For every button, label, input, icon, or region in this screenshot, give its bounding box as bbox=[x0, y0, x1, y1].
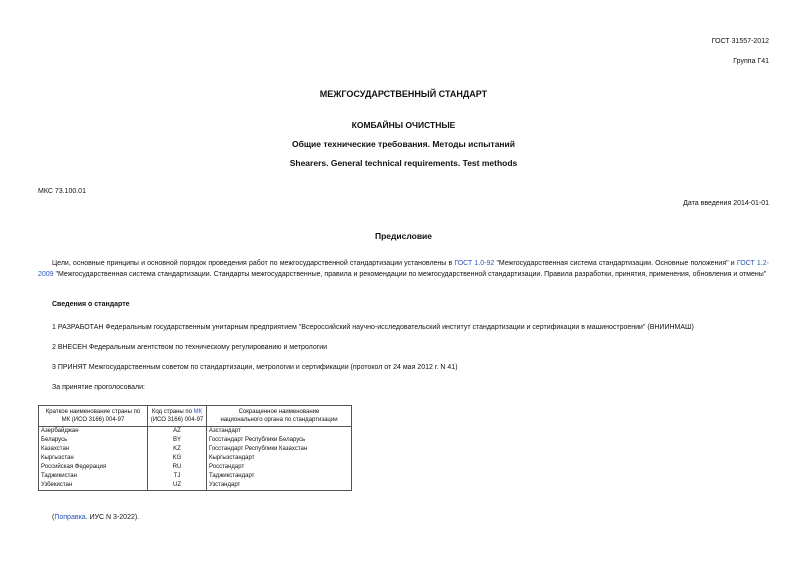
voting-countries-table bbox=[38, 405, 352, 491]
preface-paragraph: Цели, основные принципы и основной порядок проведения работ по межгосударственной стандартизации установлены в ГОСТ 1.0-92 "Межгосударственная система стандартизации. Основные положения" и ГОСТ 1.2-2009 "Межгосударственная система стандартизации. Стандарты межгосударственные, правила и рекомендации по межгосударственной стандартизации. Правила разработки, принятия, применения, обновления и отмены" bbox=[38, 260, 769, 278]
country-cell: Казахстан bbox=[39, 445, 148, 454]
country-cell: Кыргызстан bbox=[39, 454, 148, 463]
code-cell: RU bbox=[148, 463, 207, 472]
table-row bbox=[39, 472, 352, 481]
body-cell: Узстандарт bbox=[207, 481, 352, 491]
table-header-row bbox=[39, 406, 352, 427]
country-cell: Азербайджан bbox=[39, 427, 148, 437]
col-code-header: Код страны по МК (ИСО 3166) 004-97 bbox=[148, 406, 207, 427]
mk-link[interactable]: МК bbox=[193, 409, 203, 415]
table-row bbox=[39, 463, 352, 472]
standard-type: МЕЖГОСУДАРСТВЕННЫЙ СТАНДАРТ bbox=[319, 89, 488, 99]
col-body-header: Сокращенное наименование национального органа по стандартизации bbox=[207, 406, 352, 427]
country-cell: Таджикистан bbox=[39, 472, 148, 481]
info-item-submitted: 2 ВНЕСЕН Федеральным агентством по техническому регулированию и метрологии bbox=[52, 344, 328, 351]
code-cell: AZ bbox=[148, 427, 207, 437]
amendment-note: (Поправка. ИУС N 3-2022). bbox=[52, 514, 140, 521]
body-cell: Кыргызстандарт bbox=[207, 454, 352, 463]
table-row bbox=[39, 427, 352, 437]
country-cell: Узбекистан bbox=[39, 481, 148, 491]
body-cell: Таджикстандарт bbox=[207, 472, 352, 481]
table-row bbox=[39, 436, 352, 445]
country-cell: Российская Федерация bbox=[39, 463, 148, 472]
gost-number: ГОСТ 31557-2012 bbox=[711, 38, 769, 45]
amendment-link[interactable]: Поправка bbox=[54, 514, 86, 521]
code-cell: TJ bbox=[148, 472, 207, 481]
document-subtitle: Общие технические требования. Методы испытаний bbox=[291, 139, 516, 149]
body-cell: Росстандарт bbox=[207, 463, 352, 472]
standard-info-heading: Сведения о стандарте bbox=[52, 301, 130, 308]
info-item-developed: 1 РАЗРАБОТАН Федеральным государственным унитарным предприятием "Всероссийский научно-исследовательский институт стандартизации и сертификации в машиностроении" (ВНИИНМАШ) bbox=[52, 324, 694, 331]
info-item-adopted: 3 ПРИНЯТ Межгосударственным советом по стандартизации, метрологии и сертификации (протокол от 24 мая 2012 г. N 41) bbox=[52, 364, 458, 371]
gost-1-2-2009-link[interactable]: ГОСТ 1.2-2009 bbox=[38, 260, 769, 278]
col-country-header: Краткое наименование страны по МК (ИСО 3166) 004-97 bbox=[39, 406, 148, 427]
code-cell: KG bbox=[148, 454, 207, 463]
code-cell: KZ bbox=[148, 445, 207, 454]
group-label: Группа Г41 bbox=[733, 58, 769, 65]
table-row bbox=[39, 445, 352, 454]
mks-code: МКС 73.100.01 bbox=[38, 188, 86, 195]
code-cell: BY bbox=[148, 436, 207, 445]
table-row bbox=[39, 454, 352, 463]
intro-date: Дата введения 2014-01-01 bbox=[683, 200, 769, 207]
table-row bbox=[39, 481, 352, 491]
body-cell: Азстандарт bbox=[207, 427, 352, 437]
preface-heading: Предисловие bbox=[374, 231, 433, 241]
body-cell: Госстандарт Республики Казахстан bbox=[207, 445, 352, 454]
gost-1-0-92-link[interactable]: ГОСТ 1.0-92 bbox=[454, 260, 495, 267]
document-title: КОМБАЙНЫ ОЧИСТНЫЕ bbox=[351, 120, 456, 130]
document-title-en: Shearers. General technical requirements. Test methods bbox=[289, 158, 518, 168]
body-cell: Госстандарт Республики Беларусь bbox=[207, 436, 352, 445]
code-cell: UZ bbox=[148, 481, 207, 491]
voted-label: За принятие проголосовали: bbox=[52, 384, 145, 391]
country-cell: Беларусь bbox=[39, 436, 148, 445]
